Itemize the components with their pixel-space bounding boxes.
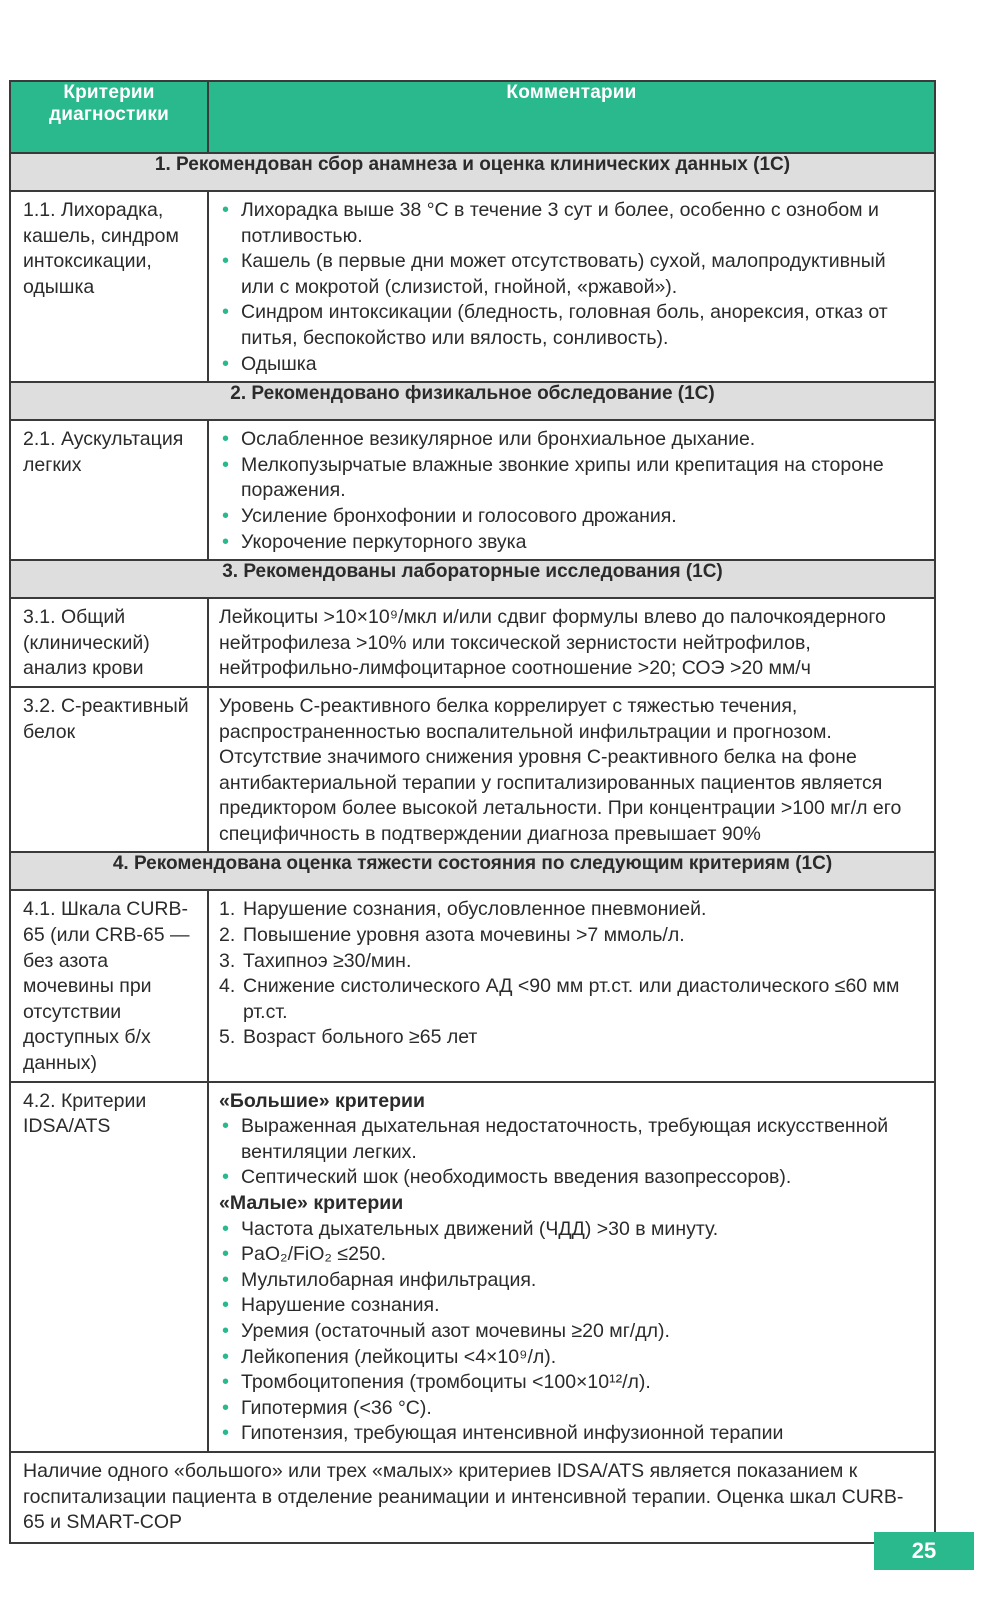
footnote-text: Наличие одного «большого» или трех «малых» критериев IDSA/ATS является показанием к госпитализации пациента в отделение реанимации и интенсивной терапии. Оценка шкал CURB-65 и SMART-COP xyxy=(10,1452,935,1543)
list-item xyxy=(219,897,924,923)
criterion-cell: 4.2. Критерии IDSA/ATS xyxy=(10,1082,208,1452)
list-item xyxy=(219,923,924,949)
bullet-list xyxy=(219,427,924,555)
comment-cell xyxy=(208,191,935,382)
item-number: 4. xyxy=(219,975,236,998)
section-title: 4. Рекомендована оценка тяжести состояния по следующим критериям (1С) xyxy=(10,852,935,890)
list-item: • Уремия (остаточный азот мочевины ≥20 мг/дл). xyxy=(219,1319,924,1345)
criterion-cell: 3.1. Общий (клинический) анализ крови xyxy=(10,598,208,687)
section-3-row xyxy=(10,560,935,598)
list-item: • Кашель (в первые дни может отсутствовать) сухой, малопродуктивный или с мокротой (слизистой, гнойной, «ржавой»). xyxy=(219,249,924,300)
table-row xyxy=(10,191,935,382)
list-item: • PaO₂/FiO₂ ≤250. xyxy=(219,1242,924,1268)
item-number: 2. xyxy=(219,924,236,947)
section-title: 3. Рекомендованы лабораторные исследования (1С) xyxy=(10,560,935,598)
criterion-cell: 1.1. Лихорадка, кашель, синдром интоксикации, одышка xyxy=(10,191,208,382)
list-item: • Усиление бронхофонии и голосового дрожания. xyxy=(219,504,924,530)
minor-criteria-title: «Малые» критерии xyxy=(219,1192,404,1214)
item-text: Повышение уровня азота мочевины >7 ммоль/л. xyxy=(243,924,685,947)
bullet-list xyxy=(219,1114,924,1191)
criterion-cell: 4.1. Шкала CURB-65 (или CRB-65 — без азота мочевины при отсутствии доступных б/х данных) xyxy=(10,890,208,1081)
table-row xyxy=(10,598,935,687)
item-number: 3. xyxy=(219,949,236,972)
section-1-row xyxy=(10,153,935,191)
list-item xyxy=(219,1025,924,1051)
list-item: • Частота дыхательных движений (ЧДД) >30 в минуту. xyxy=(219,1217,924,1243)
table-row xyxy=(10,1082,935,1452)
comment-cell xyxy=(208,890,935,1081)
comment-cell: Лейкоциты >10×10⁹/мкл и/или сдвиг формулы влево до палочкоядерного нейтрофилеза >10% или токсической зернистости нейтрофилов, нейтрофильно-лимфоцитарное соотношение >20; СОЭ >20 мм/ч xyxy=(208,598,935,687)
page-number: 25 xyxy=(874,1532,974,1570)
list-item: • Выраженная дыхательная недостаточность, требующая искусственной вентиляции легких. xyxy=(219,1114,924,1165)
list-item: • Тромбоцитопения (тромбоциты <100×10¹²/л). xyxy=(219,1370,924,1396)
item-text: Возраст больного ≥65 лет xyxy=(243,1026,478,1049)
criteria-table xyxy=(9,80,936,1544)
list-item: • Лейкопения (лейкоциты <4×10⁹/л). xyxy=(219,1345,924,1371)
list-item: • Мультилобарная инфильтрация. xyxy=(219,1268,924,1294)
header-comments: Комментарии xyxy=(208,81,935,153)
criterion-cell: 3.2. С-реактивный белок xyxy=(10,687,208,853)
comment-cell xyxy=(208,1082,935,1452)
major-criteria-title: «Большие» критерии xyxy=(219,1089,425,1112)
numbered-list xyxy=(219,897,924,1051)
table-header-row xyxy=(10,81,935,153)
section-title: 2. Рекомендовано физикальное обследование (1С) xyxy=(10,382,935,420)
section-2-row xyxy=(10,382,935,420)
list-item: • Септический шок (необходимость введения вазопрессоров). xyxy=(219,1165,924,1191)
list-item: • Лихорадка выше 38 °С в течение 3 сут и более, особенно с ознобом и потливостью. xyxy=(219,198,924,249)
item-text: Нарушение сознания, обусловленное пневмонией. xyxy=(243,898,707,921)
item-number: 1. xyxy=(219,898,236,921)
header-criteria: Критерии диагностики xyxy=(10,81,208,153)
list-item: • Укорочение перкуторного звука xyxy=(219,530,924,556)
list-item: • Одышка xyxy=(219,352,924,378)
criterion-cell: 2.1. Аускультация легких xyxy=(10,420,208,560)
table-row xyxy=(10,890,935,1081)
footnote-row xyxy=(10,1452,935,1543)
bullet-list xyxy=(219,1217,924,1447)
list-item: • Гипотензия, требующая интенсивной инфузионной терапии xyxy=(219,1421,924,1447)
list-item: • Мелкопузырчатые влажные звонкие хрипы или крепитация на стороне поражения. xyxy=(219,453,924,504)
list-item: • Синдром интоксикации (бледность, головная боль, анорексия, отказ от питья, беспокойство или вялость, сонливость). xyxy=(219,300,924,351)
list-item: • Ослабленное везикулярное или бронхиальное дыхание. xyxy=(219,427,924,453)
section-title: 1. Рекомендован сбор анамнеза и оценка клинических данных (1С) xyxy=(10,153,935,191)
table-row xyxy=(10,420,935,560)
list-item xyxy=(219,949,924,975)
item-number: 5. xyxy=(219,1026,236,1049)
table-row xyxy=(10,687,935,853)
bullet-list xyxy=(219,198,924,377)
item-text: Тахипноэ ≥30/мин. xyxy=(243,949,412,972)
list-item xyxy=(219,974,924,1025)
list-item: • Гипотермия (<36 °С). xyxy=(219,1396,924,1422)
comment-cell: Уровень С-реактивного белка коррелирует с тяжестью течения, распространенностью воспалительной инфильтрации и прогнозом. Отсутствие значимого снижения уровня С-реактивного белка на фоне антибактериальной терапии у госпитализированных пациентов является предиктором более высокой летальности. При концентрации >100 мг/л его специфичность в подтверждении диагноза превышает 90% xyxy=(208,687,935,853)
list-item: • Нарушение сознания. xyxy=(219,1293,924,1319)
comment-cell xyxy=(208,420,935,560)
section-4-row xyxy=(10,852,935,890)
item-text: Снижение систолического АД <90 мм рт.ст. или диастолического ≤60 мм рт.ст. xyxy=(243,975,900,1023)
